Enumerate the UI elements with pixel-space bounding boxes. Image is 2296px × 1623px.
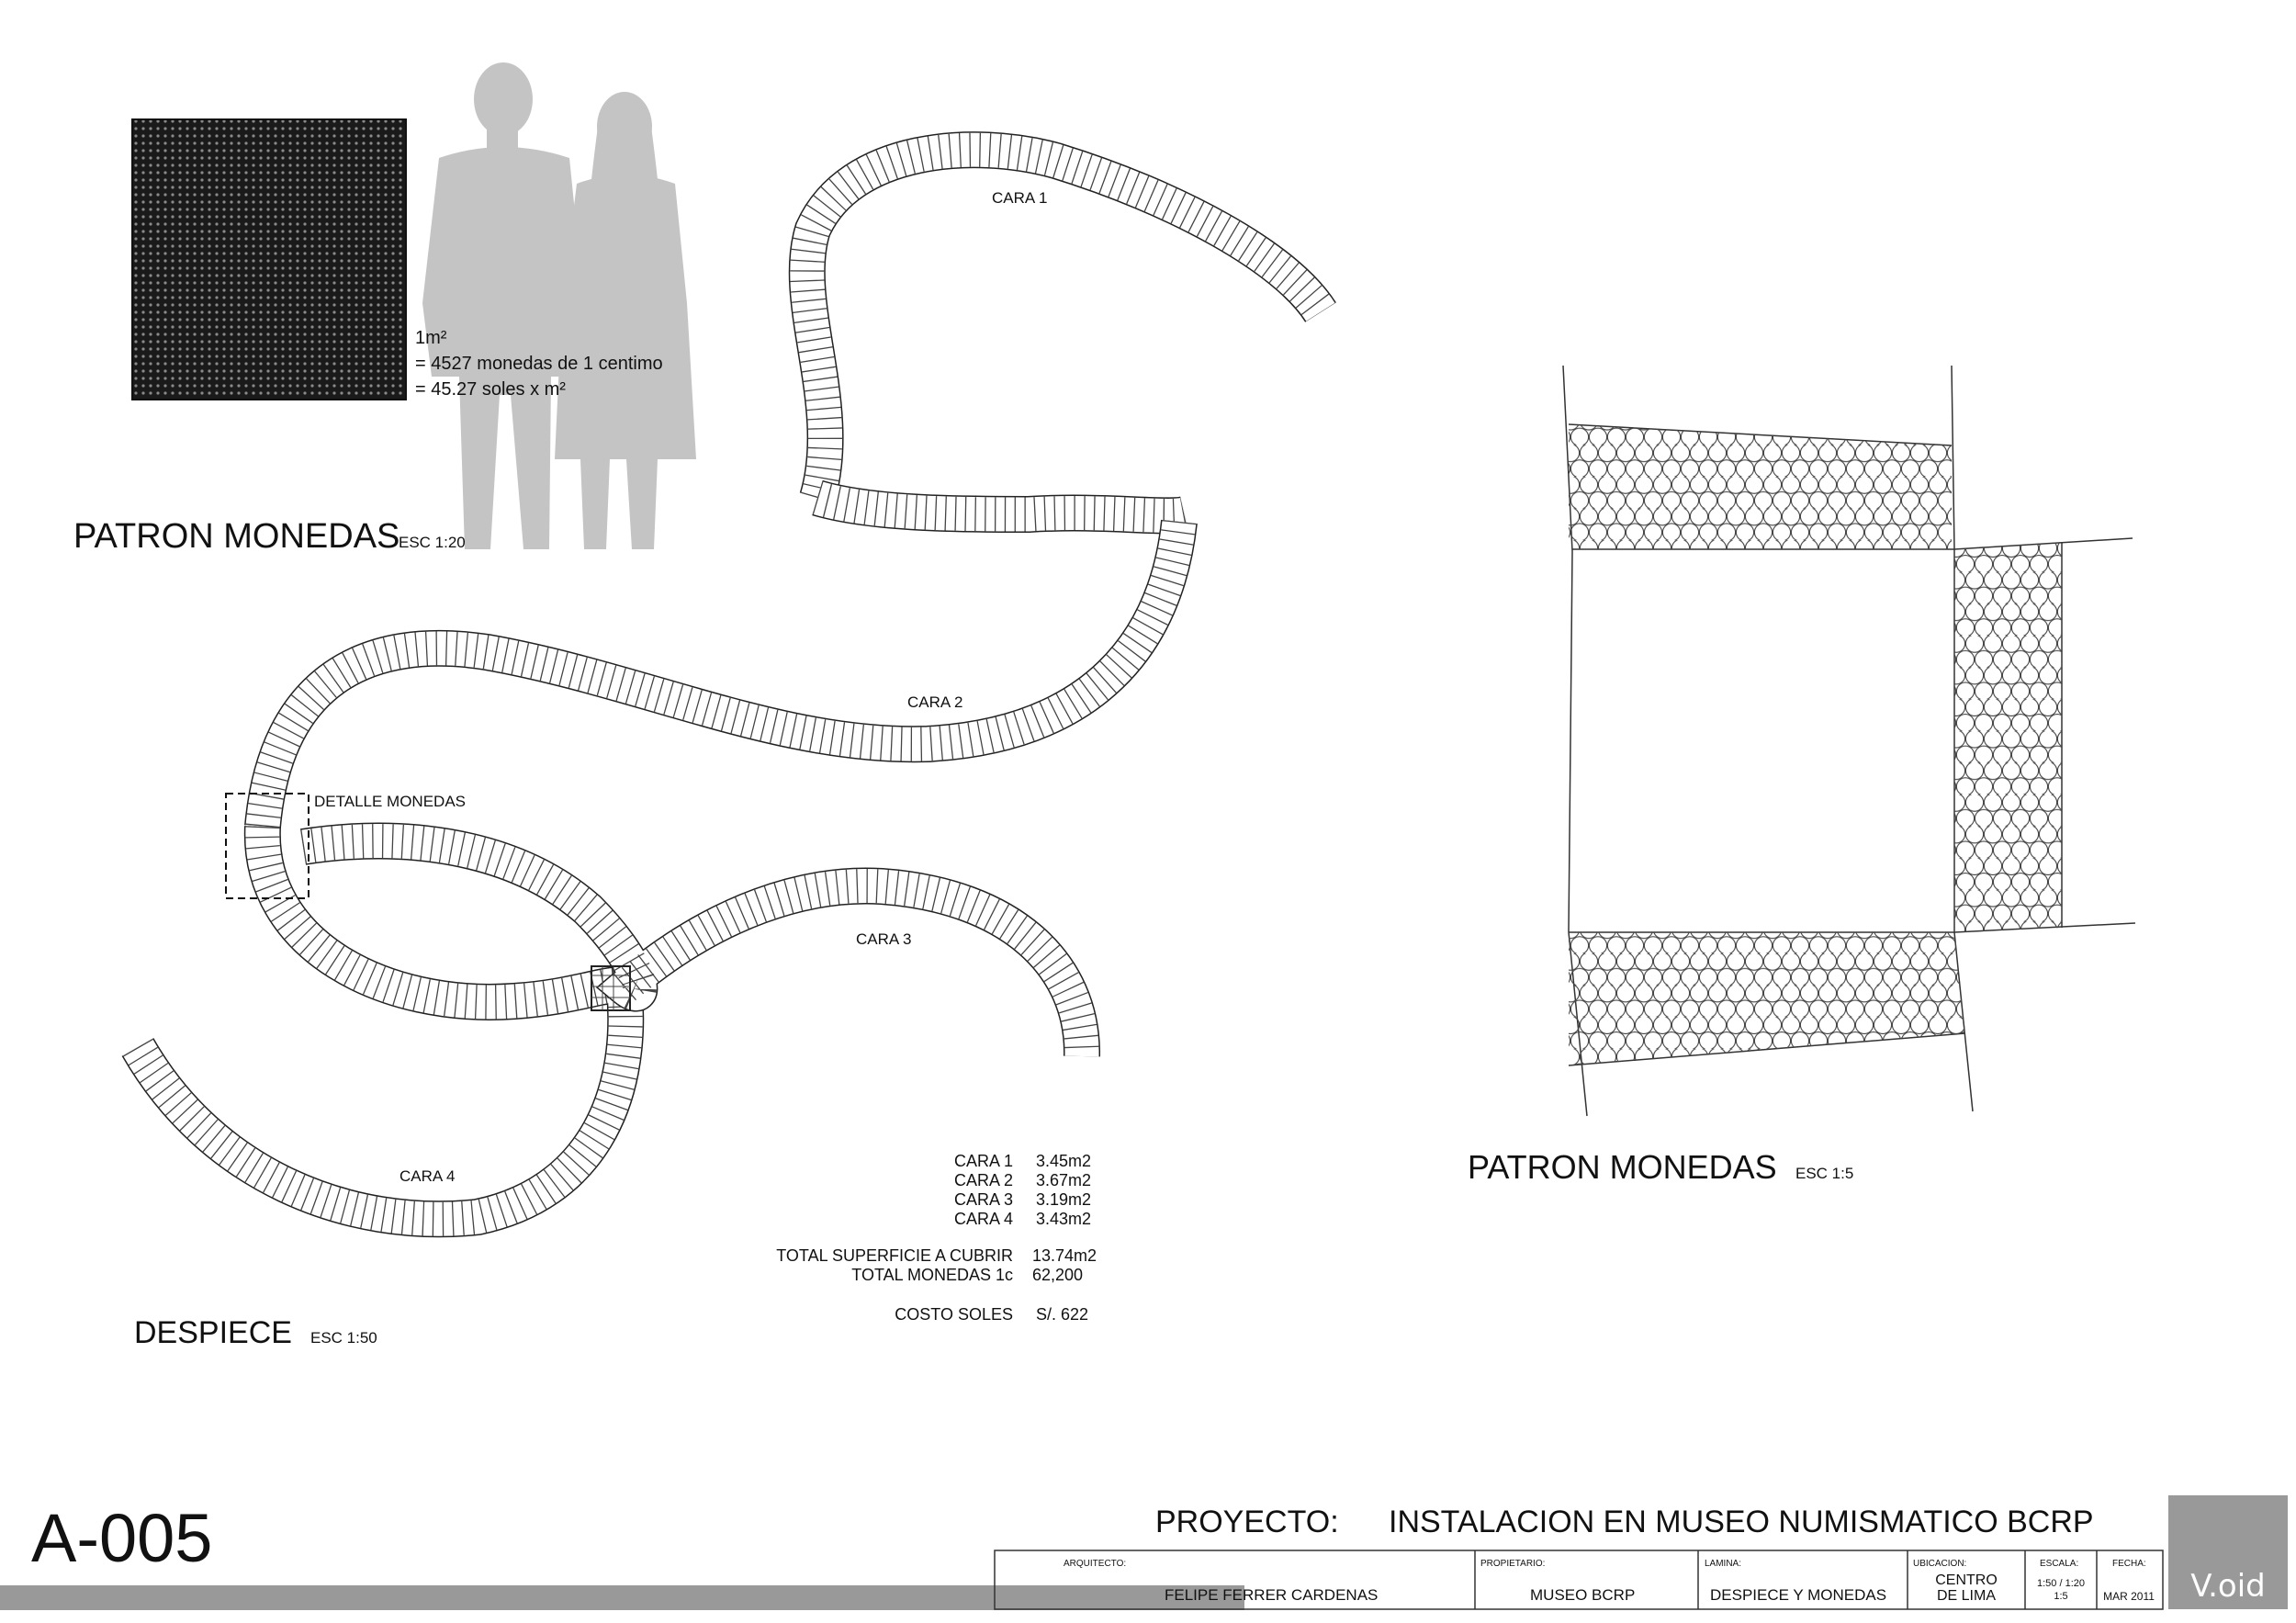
project-name: INSTALACION EN MUSEO NUMISMATICO BCRP — [1389, 1505, 2094, 1539]
area-value: 3.19m2 — [1036, 1190, 1092, 1209]
area-table — [776, 1152, 1097, 1324]
cost-value: S/. 622 — [1036, 1305, 1089, 1324]
total-coins-label: TOTAL MONEDAS 1c — [851, 1266, 1013, 1284]
label-cara-3: CARA 3 — [856, 930, 912, 948]
location-label: UBICACION: — [1913, 1559, 1967, 1569]
area-label: CARA 2 — [953, 1171, 1013, 1189]
void-logo: V.oid — [2190, 1568, 2266, 1605]
strip-cara-1 — [807, 150, 1321, 498]
sheet-name: DESPIECE Y MONEDAS — [1710, 1586, 1887, 1604]
pattern-small-scale: ESC 1:20 — [399, 534, 466, 551]
breakdown-title: DESPIECE — [134, 1315, 292, 1350]
area-value: 3.45m2 — [1036, 1152, 1092, 1170]
pattern-large-title: PATRON MONEDAS — [1468, 1148, 1777, 1186]
owner-name: MUSEO BCRP — [1530, 1586, 1636, 1604]
owner-label: PROPIETARIO: — [1480, 1559, 1546, 1569]
area-label: CARA 4 — [953, 1210, 1013, 1228]
swatch-coin-count: = 4527 monedas de 1 centimo — [415, 354, 663, 374]
label-cara-4: CARA 4 — [400, 1167, 456, 1185]
pattern-small-title: PATRON MONEDAS — [73, 517, 400, 556]
total-coins-value: 62,200 — [1032, 1266, 1084, 1284]
people-silhouette-icon — [422, 62, 696, 549]
scale-label: ESCALA: — [2040, 1559, 2079, 1569]
cost-label: COSTO SOLES — [895, 1305, 1013, 1324]
location-line-1: CENTRO — [1935, 1572, 1998, 1588]
coin-pattern-detail — [1561, 366, 2135, 1116]
sheet-label: LAMINA: — [1705, 1559, 1742, 1569]
architect-name: FELIPE FERRER CARDENAS — [1165, 1586, 1379, 1604]
title-block — [0, 1495, 2288, 1610]
strip-cara-3 — [303, 841, 1082, 1056]
total-area-value: 13.74m2 — [1032, 1246, 1097, 1265]
area-label: CARA 3 — [953, 1190, 1013, 1209]
detail-label: DETALLE MONEDAS — [314, 793, 467, 810]
label-cara-2: CARA 2 — [907, 693, 963, 711]
area-label: CARA 1 — [953, 1152, 1013, 1170]
breakdown-scale: ESC 1:50 — [310, 1329, 377, 1347]
area-value: 3.67m2 — [1036, 1171, 1092, 1189]
date-value: MAR 2011 — [2103, 1590, 2155, 1603]
sheet-number: A-005 — [31, 1500, 213, 1576]
scale-line-2: 1:5 — [2054, 1591, 2068, 1602]
area-value: 3.43m2 — [1036, 1210, 1092, 1228]
swatch-price: = 45.27 soles x m² — [415, 379, 566, 400]
project-label: PROYECTO: — [1155, 1505, 1339, 1539]
pattern-large-scale: ESC 1:5 — [1795, 1165, 1854, 1182]
date-label: FECHA: — [2112, 1559, 2146, 1569]
label-cara-1: CARA 1 — [992, 189, 1048, 207]
scale-line-1: 1:50 / 1:20 — [2037, 1578, 2085, 1589]
strip-joint-1-2 — [817, 498, 1185, 515]
total-area-label: TOTAL SUPERFICIE A CUBRIR — [776, 1246, 1013, 1265]
strip-cara-2 — [263, 522, 1179, 827]
coin-swatch — [132, 119, 406, 400]
location-line-2: DE LIMA — [1936, 1588, 1997, 1604]
architect-label: ARQUITECTO: — [1064, 1559, 1127, 1569]
swatch-unit: 1m² — [415, 328, 447, 348]
